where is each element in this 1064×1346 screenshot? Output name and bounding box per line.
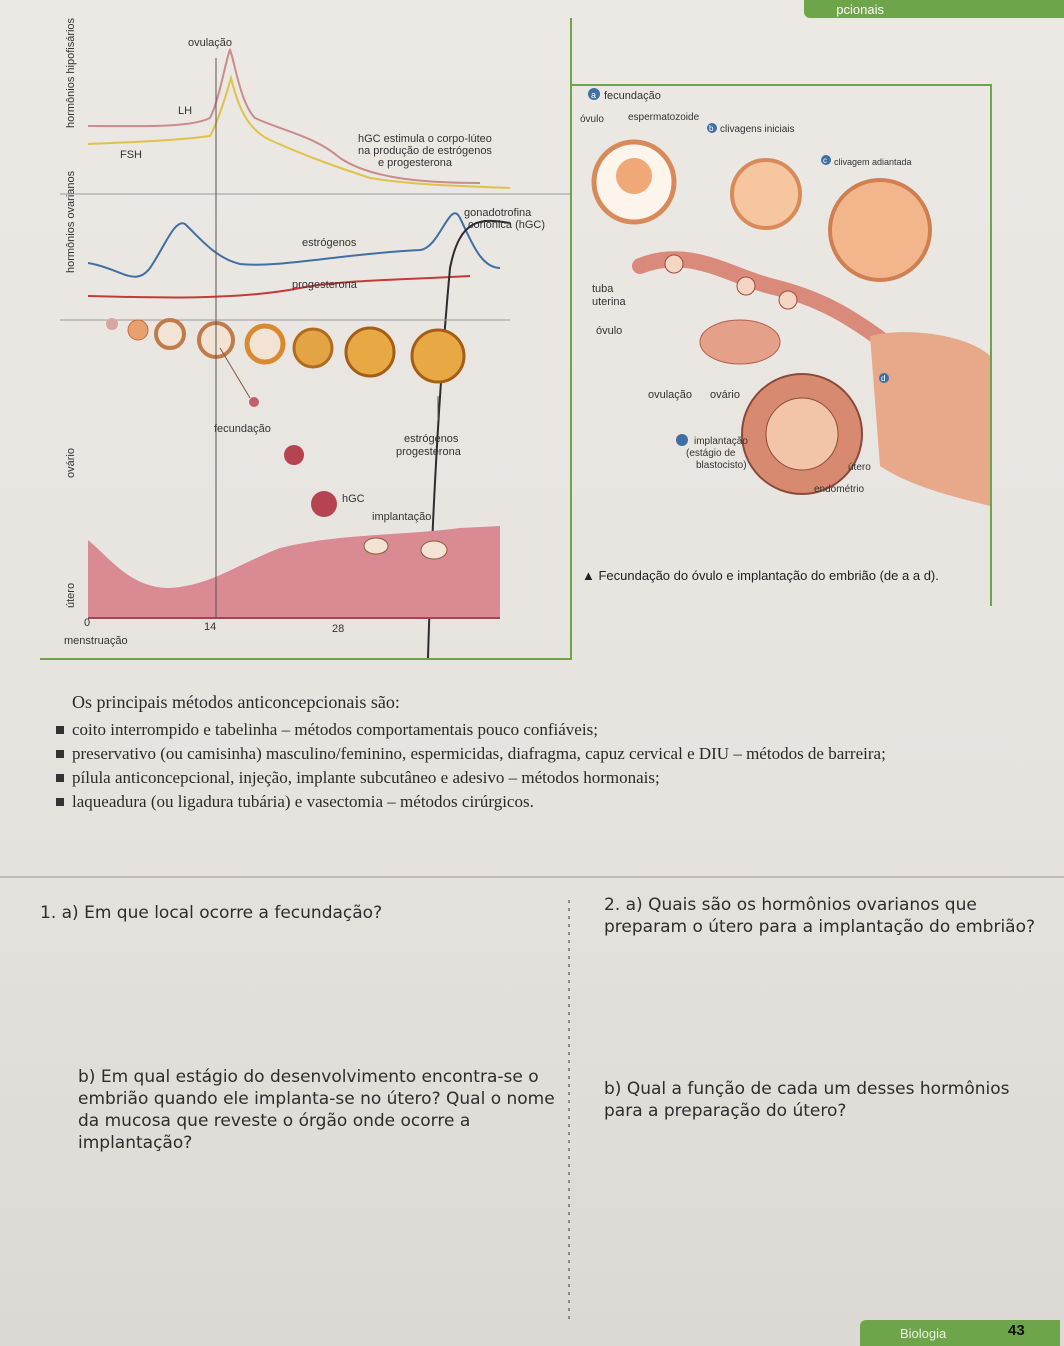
marker-d: d <box>881 374 886 383</box>
stage-label-2: blastocisto) <box>696 460 747 471</box>
marker-b: b <box>709 124 714 133</box>
ovary-label: ovário <box>710 389 740 401</box>
uterus-label: útero <box>848 462 871 473</box>
progesterone-label: progesterona <box>292 279 357 291</box>
follicle-2 <box>128 320 148 340</box>
marker-a: a <box>591 90 597 100</box>
cycle-figure <box>40 18 572 660</box>
cycle-diagram <box>40 18 570 658</box>
question-1a: 1. a) Em que local ocorre a fecundação? <box>40 903 383 923</box>
hgc-label: hGC <box>342 493 365 505</box>
day-0-label: 0 <box>84 617 91 629</box>
blastocyst-detail <box>766 398 838 470</box>
subject-label: Biologia <box>900 1326 947 1341</box>
advanced-cleavage-label: clivagem adiantada <box>834 157 912 167</box>
question-2b: b) Qual a função de cada um desses hormônios para a preparação do útero? <box>604 1079 1010 1121</box>
figure-caption: ▲ Fecundação do óvulo e implantação do embrião (de a a d). <box>582 568 939 583</box>
question-2a: 2. a) Quais são os hormônios ovarianos que preparam o útero para a implantação do embrião? <box>604 895 1036 937</box>
corpus-luteum-1 <box>294 329 332 367</box>
day-14-label: 14 <box>204 621 217 633</box>
ovulation-label: ovulação <box>188 37 233 49</box>
ovum-nucleus <box>616 158 652 194</box>
uterus-axis-label: útero <box>65 582 77 608</box>
method-text: laqueadura (ou ligadura tubária) e vasectomia – métodos cirúrgicos. <box>72 792 534 811</box>
methods-list <box>72 718 1012 814</box>
stage-label-1: (estágio de <box>686 448 736 459</box>
method-item <box>72 742 1012 766</box>
tube-diagram <box>570 86 990 566</box>
follicle-1 <box>106 318 118 330</box>
bullet-icon <box>56 726 64 734</box>
footer-tab <box>860 1320 1060 1346</box>
fertilization-label: fecundação <box>604 90 661 102</box>
implantation-label: implantação <box>694 436 748 447</box>
method-text: preservativo (ou camisinha) masculino/feminino, espermicidas, diafragma, capuz cervical e DIU – métodos de barreira; <box>72 744 886 763</box>
ovum-label-2: óvulo <box>596 325 623 337</box>
pituitary-axis-label: hormônios hipofisários <box>65 18 77 128</box>
corpus-luteum-3 <box>412 330 464 382</box>
tube-label-2: uterina <box>592 296 626 308</box>
follicle-5 <box>247 326 283 362</box>
progesterone-curve <box>88 276 470 298</box>
uterus-body <box>870 332 990 506</box>
ovary-shape <box>700 320 780 364</box>
initial-cleavage-label: clivagens iniciais <box>720 124 795 135</box>
day-28-label: 28 <box>332 623 345 635</box>
follicle-3 <box>156 320 184 348</box>
page-number: 43 <box>1008 1322 1025 1339</box>
fsh-label: FSH <box>120 149 142 161</box>
contraceptive-methods <box>72 690 1012 814</box>
implantation-label: implantação <box>372 511 432 523</box>
estrogen-curve <box>88 213 500 276</box>
marker-c: c <box>823 156 827 165</box>
marker-d-circle-2 <box>676 434 688 446</box>
methods-title: Os principais métodos anticoncepcionais são: <box>72 692 400 712</box>
sperm-label: espermatozoide <box>628 112 700 123</box>
lh-label: LH <box>178 105 193 117</box>
ovulation-label: ovulação <box>648 389 693 401</box>
release-arrow <box>220 348 250 398</box>
estrogens-label-2: estrógenos <box>404 433 459 445</box>
ovarian-axis-label: hormônios ovarianos <box>65 170 77 273</box>
zygote <box>284 445 304 465</box>
tube-ovum-c <box>779 291 797 309</box>
tube-ovum-b <box>737 277 755 295</box>
blastocyst-1 <box>364 538 388 554</box>
hgc-note-line1: hGC estimula o corpo-lúteo <box>358 133 492 145</box>
gonadotropin-label-2: coriônica (hGC) <box>468 219 546 231</box>
endometrium-layer <box>88 526 500 618</box>
morula-detail <box>830 180 930 280</box>
fertilization-label: fecundação <box>214 423 271 435</box>
menstruation-label: menstruação <box>64 635 128 647</box>
tube-label-1: tuba <box>592 283 614 295</box>
blastocyst-2 <box>421 541 447 559</box>
morula <box>311 491 337 517</box>
method-item <box>72 718 1012 742</box>
hgc-note-line2: na produção de estrógenos <box>358 145 492 157</box>
method-item <box>72 790 1012 814</box>
question-1b: b) Em qual estágio do desenvolvimento encontra-se o embrião quando ele implanta-se no útero? Qual o nome da mucosa que reveste o órgão onde ocorre a implantação? <box>78 1067 555 1153</box>
column-divider <box>568 900 570 1320</box>
tube-figure <box>570 84 992 606</box>
endometrium-label: endométrio <box>814 484 865 495</box>
bullet-icon <box>56 774 64 782</box>
ovum-label: óvulo <box>580 114 604 125</box>
method-text: pílula anticoncepcional, injeção, implante subcutâneo e adesivo – métodos hormonais; <box>72 768 660 787</box>
ovum-released <box>249 397 259 407</box>
bullet-icon <box>56 798 64 806</box>
method-text: coito interrompido e tabelinha – métodos comportamentais pouco confiáveis; <box>72 720 598 739</box>
corpus-luteum-2 <box>346 328 394 376</box>
two-cell-embryo <box>732 160 800 228</box>
tube-ovum-a <box>665 255 683 273</box>
gonadotropin-label-1: gonadotrofina <box>464 207 532 219</box>
header-section-label: pcionais <box>836 2 884 17</box>
section-divider <box>0 876 1064 878</box>
method-item <box>72 766 1012 790</box>
ovary-axis-label: ovário <box>65 448 77 478</box>
bullet-icon <box>56 750 64 758</box>
hgc-note-line3: e progesterona <box>378 157 452 169</box>
estrogen-label: estrógenos <box>302 237 357 249</box>
progesterone-label-2: progesterona <box>396 446 461 458</box>
